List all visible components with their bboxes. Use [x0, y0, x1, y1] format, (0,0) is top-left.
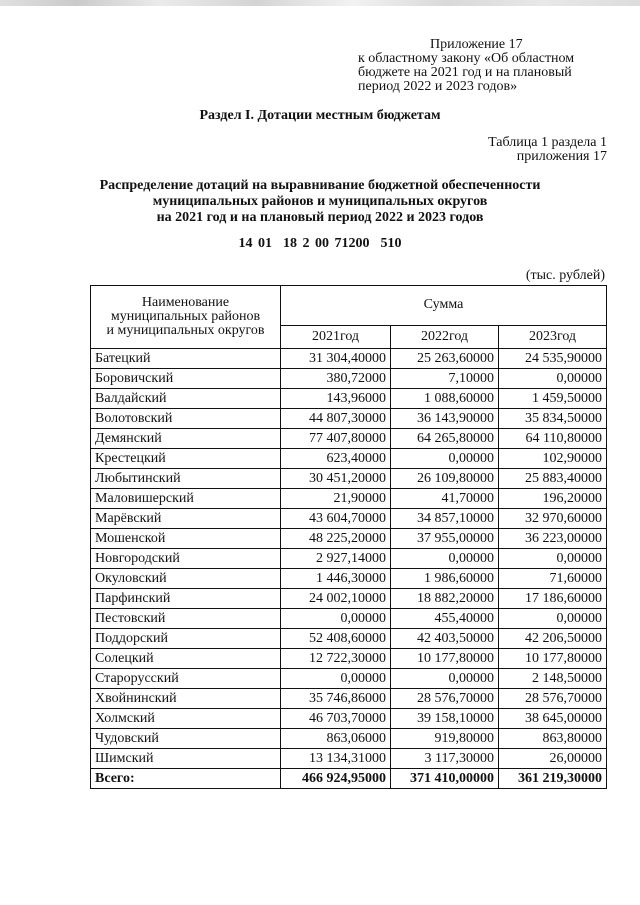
amount-2023-cell: 17 186,60000 — [499, 589, 607, 609]
amount-2021-cell: 30 451,20000 — [281, 469, 391, 489]
subsidy-table — [90, 285, 607, 789]
appendix-line: период 2022 и 2023 годов» — [358, 79, 518, 94]
district-name-cell: Волотовский — [91, 409, 281, 429]
amount-2021-cell: 12 722,30000 — [281, 649, 391, 669]
table-body — [91, 349, 607, 789]
table-row — [91, 749, 607, 769]
total-2023-cell: 361 219,30000 — [499, 769, 607, 789]
amount-2021-cell: 24 002,10000 — [281, 589, 391, 609]
table-row — [91, 409, 607, 429]
total-label-cell: Всего: — [91, 769, 281, 789]
column-header-2022: 2022год — [391, 325, 499, 348]
total-2022-cell: 371 410,00000 — [391, 769, 499, 789]
table-row — [91, 729, 607, 749]
table-row — [91, 709, 607, 729]
amount-2021-cell: 52 408,60000 — [281, 629, 391, 649]
amount-2021-cell: 0,00000 — [281, 609, 391, 629]
amount-2021-cell: 623,40000 — [281, 449, 391, 469]
amount-2021-cell: 143,96000 — [281, 389, 391, 409]
amount-2023-cell: 0,00000 — [499, 549, 607, 569]
table-header-row — [91, 286, 607, 326]
amount-2022-cell: 36 143,90000 — [391, 409, 499, 429]
table-row — [91, 389, 607, 409]
district-name-cell: Солецкий — [91, 649, 281, 669]
appendix-line: Приложение 17 — [430, 37, 523, 52]
district-name-cell: Шимский — [91, 749, 281, 769]
amount-2022-cell: 0,00000 — [391, 449, 499, 469]
document-title — [0, 178, 640, 226]
amount-2023-cell: 36 223,00000 — [499, 529, 607, 549]
table-row — [91, 569, 607, 589]
section-title: Раздел I. Дотации местным бюджетам — [199, 108, 441, 123]
amount-2022-cell: 34 857,10000 — [391, 509, 499, 529]
table-row — [91, 549, 607, 569]
district-name-cell: Новгородский — [91, 549, 281, 569]
units-label: (тыс. рублей) — [525, 268, 605, 283]
amount-2022-cell: 10 177,80000 — [391, 649, 499, 669]
column-header-name-line: Наименование — [141, 295, 230, 310]
amount-2021-cell: 13 134,31000 — [281, 749, 391, 769]
district-name-cell: Парфинский — [91, 589, 281, 609]
district-name-cell: Маловишерский — [91, 489, 281, 509]
table-reference-line: Таблица 1 раздела 1 — [488, 135, 607, 150]
amount-2021-cell: 35 746,86000 — [281, 689, 391, 709]
amount-2022-cell: 26 109,80000 — [391, 469, 499, 489]
document-title-line: Распределение дотаций на выравнивание бюджетной обеспеченности — [99, 178, 541, 193]
amount-2021-cell: 77 407,80000 — [281, 429, 391, 449]
amount-2022-cell: 18 882,20000 — [391, 589, 499, 609]
amount-2023-cell: 42 206,50000 — [499, 629, 607, 649]
amount-2022-cell: 41,70000 — [391, 489, 499, 509]
table-row — [91, 589, 607, 609]
amount-2023-cell: 24 535,90000 — [499, 349, 607, 369]
amount-2021-cell: 0,00000 — [281, 669, 391, 689]
amount-2023-cell: 71,60000 — [499, 569, 607, 589]
amount-2023-cell: 1 459,50000 — [499, 389, 607, 409]
appendix-line: к областному закону «Об областном — [358, 51, 575, 66]
document-title-line: муниципальных районов и муниципальных округов — [152, 194, 488, 209]
amount-2022-cell: 0,00000 — [391, 669, 499, 689]
appendix-line: бюджете на 2021 год и на плановый — [358, 65, 572, 80]
amount-2023-cell: 10 177,80000 — [499, 649, 607, 669]
district-name-cell: Крестецкий — [91, 449, 281, 469]
district-name-cell: Холмский — [91, 709, 281, 729]
amount-2022-cell: 455,40000 — [391, 609, 499, 629]
table-row — [91, 609, 607, 629]
amount-2022-cell: 1 088,60000 — [391, 389, 499, 409]
district-name-cell: Пестовский — [91, 609, 281, 629]
table-row — [91, 349, 607, 369]
amount-2023-cell: 64 110,80000 — [499, 429, 607, 449]
amount-2022-cell: 37 955,00000 — [391, 529, 499, 549]
column-header-name-line: и муниципальных округов — [106, 323, 265, 338]
total-row — [91, 769, 607, 789]
table-reference-line: приложения 17 — [516, 149, 607, 164]
amount-2023-cell: 102,90000 — [499, 449, 607, 469]
district-name-cell: Боровичский — [91, 369, 281, 389]
district-name-cell: Хвойнинский — [91, 689, 281, 709]
table-row — [91, 529, 607, 549]
amount-2023-cell: 196,20000 — [499, 489, 607, 509]
amount-2021-cell: 43 604,70000 — [281, 509, 391, 529]
amount-2023-cell: 863,80000 — [499, 729, 607, 749]
column-header-2023: 2023год — [499, 325, 607, 348]
amount-2021-cell: 46 703,70000 — [281, 709, 391, 729]
amount-2022-cell: 7,10000 — [391, 369, 499, 389]
amount-2022-cell: 25 263,60000 — [391, 349, 499, 369]
table-row — [91, 509, 607, 529]
amount-2022-cell: 28 576,70000 — [391, 689, 499, 709]
amount-2021-cell: 1 446,30000 — [281, 569, 391, 589]
amount-2021-cell: 31 304,40000 — [281, 349, 391, 369]
amount-2022-cell: 42 403,50000 — [391, 629, 499, 649]
table-row — [91, 689, 607, 709]
table-row — [91, 629, 607, 649]
amount-2021-cell: 21,90000 — [281, 489, 391, 509]
amount-2022-cell: 3 117,30000 — [391, 749, 499, 769]
column-header-sum: Сумма — [281, 286, 607, 326]
district-name-cell: Демянский — [91, 429, 281, 449]
table-row — [91, 469, 607, 489]
district-name-cell: Поддорский — [91, 629, 281, 649]
document-title-line: на 2021 год и на плановый период 2022 и 2023 годов — [156, 210, 484, 225]
district-name-cell: Старорусский — [91, 669, 281, 689]
amount-2023-cell: 28 576,70000 — [499, 689, 607, 709]
amount-2022-cell: 39 158,10000 — [391, 709, 499, 729]
district-name-cell: Любытинский — [91, 469, 281, 489]
district-name-cell: Чудовский — [91, 729, 281, 749]
table-row — [91, 369, 607, 389]
district-name-cell: Марёвский — [91, 509, 281, 529]
amount-2022-cell: 0,00000 — [391, 549, 499, 569]
amount-2021-cell: 44 807,30000 — [281, 409, 391, 429]
district-name-cell: Батецкий — [91, 349, 281, 369]
amount-2022-cell: 64 265,80000 — [391, 429, 499, 449]
amount-2023-cell: 38 645,00000 — [499, 709, 607, 729]
column-header-name — [91, 286, 281, 349]
amount-2023-cell: 0,00000 — [499, 369, 607, 389]
column-header-name-line: муниципальных районов — [110, 309, 261, 324]
scan-edge-artifact — [0, 0, 640, 6]
amount-2021-cell: 48 225,20000 — [281, 529, 391, 549]
amount-2021-cell: 2 927,14000 — [281, 549, 391, 569]
column-header-2021: 2021год — [281, 325, 391, 348]
district-name-cell: Валдайский — [91, 389, 281, 409]
appendix-reference — [358, 38, 618, 94]
amount-2023-cell: 32 970,60000 — [499, 509, 607, 529]
total-2021-cell: 466 924,95000 — [281, 769, 391, 789]
district-name-cell: Окуловский — [91, 569, 281, 589]
amount-2023-cell: 0,00000 — [499, 609, 607, 629]
table-row — [91, 649, 607, 669]
table-row — [91, 429, 607, 449]
amount-2023-cell: 25 883,40000 — [499, 469, 607, 489]
amount-2022-cell: 1 986,60000 — [391, 569, 499, 589]
table-row — [91, 449, 607, 469]
amount-2021-cell: 863,06000 — [281, 729, 391, 749]
budget-classification-code: 14 01 18 2 00 71200 510 — [238, 236, 402, 251]
amount-2023-cell: 2 148,50000 — [499, 669, 607, 689]
table-row — [91, 669, 607, 689]
amount-2023-cell: 26,00000 — [499, 749, 607, 769]
district-name-cell: Мошенской — [91, 529, 281, 549]
amount-2021-cell: 380,72000 — [281, 369, 391, 389]
amount-2023-cell: 35 834,50000 — [499, 409, 607, 429]
table-reference — [488, 136, 607, 164]
amount-2022-cell: 919,80000 — [391, 729, 499, 749]
table-row — [91, 489, 607, 509]
